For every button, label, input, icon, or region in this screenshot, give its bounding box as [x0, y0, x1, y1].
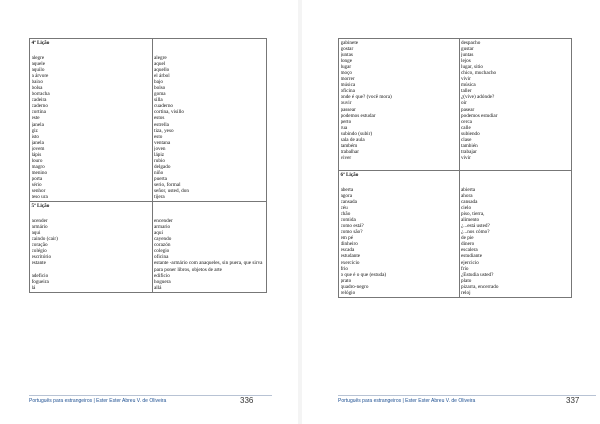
- vocab-entry: onde é que? (você mora): [340, 94, 392, 101]
- vocab-entry: gustar: [461, 46, 474, 53]
- vocab-entry: longe: [340, 58, 353, 65]
- vocab-entry: exercício: [340, 259, 360, 266]
- vocab-entry: cansada: [340, 199, 357, 206]
- vocab-entry: pasear: [461, 106, 475, 113]
- vocab-entry: cortina: [31, 109, 46, 116]
- section-6-portuguese-column: [339, 170, 460, 297]
- vocab-entry: ejercicio: [461, 259, 479, 266]
- vocab-entry: alimento: [461, 217, 480, 224]
- vocab-entry: caindo (cair): [31, 236, 58, 243]
- vocab-entry: joven: [154, 145, 166, 152]
- vocab-entry: encender: [154, 218, 173, 225]
- vocab-entry: serio, formal: [154, 181, 181, 188]
- vocab-entry: ¿(vive) adónde?: [461, 94, 495, 101]
- vocab-entry: hoguera: [154, 278, 171, 285]
- vocab-entry: también: [461, 142, 478, 149]
- vocab-entry: cadeira: [31, 97, 47, 104]
- vocab-entry: estos: [154, 115, 165, 122]
- vocab-entry: armário: [31, 224, 48, 231]
- vocab-entry: dinero: [461, 241, 475, 248]
- vocab-entry: dinheiro: [340, 241, 358, 248]
- vocab-entry: ¿Estudia usted?: [461, 271, 494, 278]
- vocab-entry: porta: [31, 175, 43, 182]
- top-portuguese-column: [339, 39, 460, 171]
- section-4-title: 4ª Lição: [31, 40, 50, 46]
- vocab-table-left: [29, 38, 267, 293]
- vocab-entry: baixo: [31, 79, 44, 86]
- vocab-entry: cerca: [461, 118, 472, 125]
- vocab-entry: sala de aula: [340, 136, 365, 143]
- vocab-entry: oficina: [154, 254, 169, 261]
- vocab-entry: allá: [154, 284, 162, 291]
- vocab-entry: lá: [31, 284, 36, 291]
- vocab-entry: janela: [31, 121, 44, 128]
- vocab-entry: chico, muchacho: [461, 70, 497, 77]
- vocab-entry: juntas: [340, 52, 353, 59]
- vocab-entry: delgado: [154, 163, 171, 170]
- vocab-entry: aquel: [154, 61, 166, 68]
- vocab-entry: borracha: [31, 91, 50, 98]
- vocab-entry: aquí: [154, 230, 163, 237]
- vocab-entry: despacho: [461, 40, 481, 46]
- vocab-entry: música: [461, 82, 476, 89]
- vocab-entry: senhor: [31, 188, 46, 195]
- vocab-entry: tijera: [154, 194, 165, 201]
- vocab-entry: señor, usted, don: [154, 188, 189, 195]
- top-spanish-column: [459, 39, 572, 171]
- vocab-entry: estante -armário com anaqueles, sin puera, que sirva para poner libros, objetos de arte: [154, 260, 263, 273]
- vocab-entry: como são?: [340, 229, 363, 236]
- section-6-spanish-column: [459, 170, 572, 297]
- vocab-entry: morrer: [340, 76, 355, 83]
- vocab-entry: esto: [154, 133, 163, 140]
- vocab-entry: abierta: [461, 186, 476, 193]
- footer-text: Português para estrangeiros | Ester Ester Abreu V. de Oliveira: [29, 398, 167, 404]
- vocab-entry: escada: [340, 247, 355, 254]
- footer-rule: [338, 395, 596, 396]
- vocab-entry: piso, tierra,: [461, 211, 485, 218]
- section-6-pt-list: [341, 187, 458, 296]
- vocab-entry: oír: [461, 100, 467, 107]
- vocab-entry: rubio: [154, 157, 165, 164]
- vocab-entry: podemos estudar: [340, 112, 376, 119]
- page-number: 337: [566, 396, 580, 405]
- vocab-entry: fogueira: [31, 278, 49, 285]
- section-4-pt-list: [32, 55, 151, 200]
- vocab-entry: música: [340, 82, 356, 89]
- vocab-entry: bolso: [154, 85, 166, 92]
- vocab-entry: ouvir: [340, 100, 352, 107]
- vocab-entry: cansada: [461, 199, 478, 206]
- vocab-entry: gostar: [340, 46, 354, 53]
- vocab-entry: lápis: [31, 151, 42, 158]
- vocab-entry: lugar: [340, 64, 352, 71]
- vocab-table-right: [338, 38, 572, 298]
- vocab-entry: aquele: [31, 61, 46, 68]
- vocab-entry: teso ura: [31, 194, 48, 201]
- vocab-entry: cortina, visillo: [154, 109, 184, 116]
- vocab-entry: relógio: [340, 289, 356, 296]
- vocab-entry: plato: [461, 277, 472, 284]
- vocab-entry: frio: [340, 265, 348, 272]
- section-4-es-list: [154, 55, 265, 200]
- section-5-title: 5ª Lição: [31, 203, 50, 210]
- vocab-entry: chão: [340, 211, 351, 218]
- page-number: 336: [240, 396, 254, 405]
- vocab-entry: subiendo: [461, 130, 480, 137]
- vocab-entry: isto: [31, 133, 39, 140]
- footer-text: Português para estrangeiros | Ester Ester Abreu V. de Oliveira: [338, 398, 476, 404]
- vocab-entry: vivir: [461, 76, 471, 83]
- section-5-portuguese-column: [30, 202, 153, 293]
- section-4-portuguese-column: [30, 39, 153, 202]
- section-6-title: 6ª Lição: [340, 171, 359, 178]
- vocab-entry: menino: [31, 169, 48, 176]
- vocab-entry: também: [340, 142, 358, 149]
- section-5-spanish-column: [152, 202, 267, 293]
- vocab-entry: goma: [154, 91, 166, 98]
- vocab-entry: clase: [461, 136, 472, 143]
- vocab-entry: edificio: [154, 272, 170, 279]
- vocab-entry: gabinete: [340, 40, 359, 46]
- page-gutter: [298, 0, 302, 424]
- right-page: [304, 0, 600, 424]
- footer-rule: [29, 395, 272, 396]
- section-5-es-list: [154, 218, 265, 291]
- vocab-entry: a árvore: [31, 73, 49, 80]
- vocab-entry: cielo: [461, 205, 472, 212]
- vocab-entry: o que é o que (estuda): [340, 271, 387, 278]
- vocab-entry: estudiante: [461, 253, 483, 260]
- vocab-entry: el árbol: [154, 73, 170, 80]
- vocab-entry: coração: [31, 242, 48, 249]
- vocab-entry: jovem: [31, 145, 45, 152]
- vocab-entry: louro: [31, 157, 43, 164]
- vocab-entry: juntas: [461, 52, 474, 59]
- vocab-entry: armario: [154, 224, 171, 231]
- vocab-entry: oficina: [340, 88, 355, 95]
- vocab-entry: céu: [340, 205, 348, 212]
- vocab-entry: estante: [31, 260, 46, 267]
- vocab-entry: ahora: [461, 192, 473, 199]
- section-5-pt-list: [32, 218, 151, 291]
- vocab-entry: estudante: [340, 253, 361, 260]
- vocab-entry: colegio: [154, 248, 170, 255]
- vocab-entry: frío: [461, 265, 469, 272]
- vocab-entry: estrella: [154, 121, 169, 128]
- section-6-es-list: [461, 187, 570, 296]
- vocab-entry: de pie: [461, 235, 474, 242]
- vocab-entry: quadro-negro: [340, 283, 369, 290]
- vocab-entry: escritório: [31, 254, 52, 261]
- vocab-entry: aqui: [31, 230, 41, 237]
- vocab-entry: colégio: [31, 248, 47, 255]
- vocab-entry: sério: [31, 181, 42, 188]
- vocab-entry: cayendo: [154, 236, 172, 243]
- vocab-entry: silla: [154, 97, 163, 104]
- vocab-entry: trabajar: [461, 148, 477, 155]
- vocab-entry: comida: [340, 217, 356, 224]
- vocab-entry: como está?: [340, 223, 364, 230]
- vocab-entry: rua: [340, 124, 348, 131]
- vocab-entry: ¿...nos cómo?: [461, 229, 490, 236]
- left-page: [0, 0, 296, 424]
- vocab-entry: ¿...está usted?: [461, 223, 490, 230]
- vocab-entry: giz: [31, 127, 38, 134]
- vocab-entry: lugar, sitio: [461, 64, 483, 71]
- vocab-entry: taller: [461, 88, 472, 95]
- vocab-entry: bolsa: [31, 85, 43, 92]
- vocab-entry: este: [31, 115, 40, 122]
- vocab-entry: pizarra, encerrado: [461, 283, 499, 290]
- vocab-entry: janela: [31, 139, 44, 146]
- vocab-entry: vivir: [461, 154, 471, 161]
- vocab-entry: puerta: [154, 175, 167, 182]
- vocab-entry: agora: [340, 192, 353, 199]
- vocab-entry: niño: [154, 169, 164, 176]
- vocab-entry: viver: [340, 154, 352, 161]
- vocab-entry: lejos: [461, 58, 471, 65]
- vocab-entry: escalera: [461, 247, 478, 254]
- vocab-entry: calle: [461, 124, 471, 131]
- vocab-entry: caderno: [31, 103, 48, 110]
- vocab-entry: trabalhar: [340, 148, 359, 155]
- vocab-entry: acender: [31, 218, 48, 225]
- vocab-entry: lápiz: [154, 151, 165, 158]
- top-es-list: [461, 40, 570, 161]
- vocab-entry: alegre: [154, 55, 167, 61]
- section-4-spanish-column: [152, 39, 267, 202]
- vocab-entry: corazón: [154, 242, 171, 249]
- vocab-entry: perto: [340, 118, 352, 125]
- vocab-entry: em pé: [340, 235, 354, 242]
- vocab-entry: adeficio: [31, 272, 49, 279]
- vocab-entry: subindo (subir): [340, 130, 373, 137]
- vocab-entry: alegre: [31, 55, 45, 61]
- vocab-entry: aquilo: [31, 67, 45, 74]
- vocab-entry: aquello: [154, 67, 170, 74]
- vocab-entry: podemos estudiar: [461, 112, 498, 119]
- top-pt-list: [341, 40, 458, 161]
- vocab-entry: magro: [31, 163, 45, 170]
- vocab-entry: cuaderno: [154, 103, 174, 110]
- vocab-entry: passear: [340, 106, 356, 113]
- vocab-entry: aberta: [340, 186, 354, 193]
- vocab-entry: tiza, yeso: [154, 127, 174, 134]
- vocab-entry: ventana: [154, 139, 171, 146]
- vocab-entry: prato: [340, 277, 352, 284]
- vocab-entry: reloj: [461, 289, 471, 296]
- vocab-entry: bajo: [154, 79, 163, 86]
- vocab-entry: moço: [340, 70, 353, 77]
